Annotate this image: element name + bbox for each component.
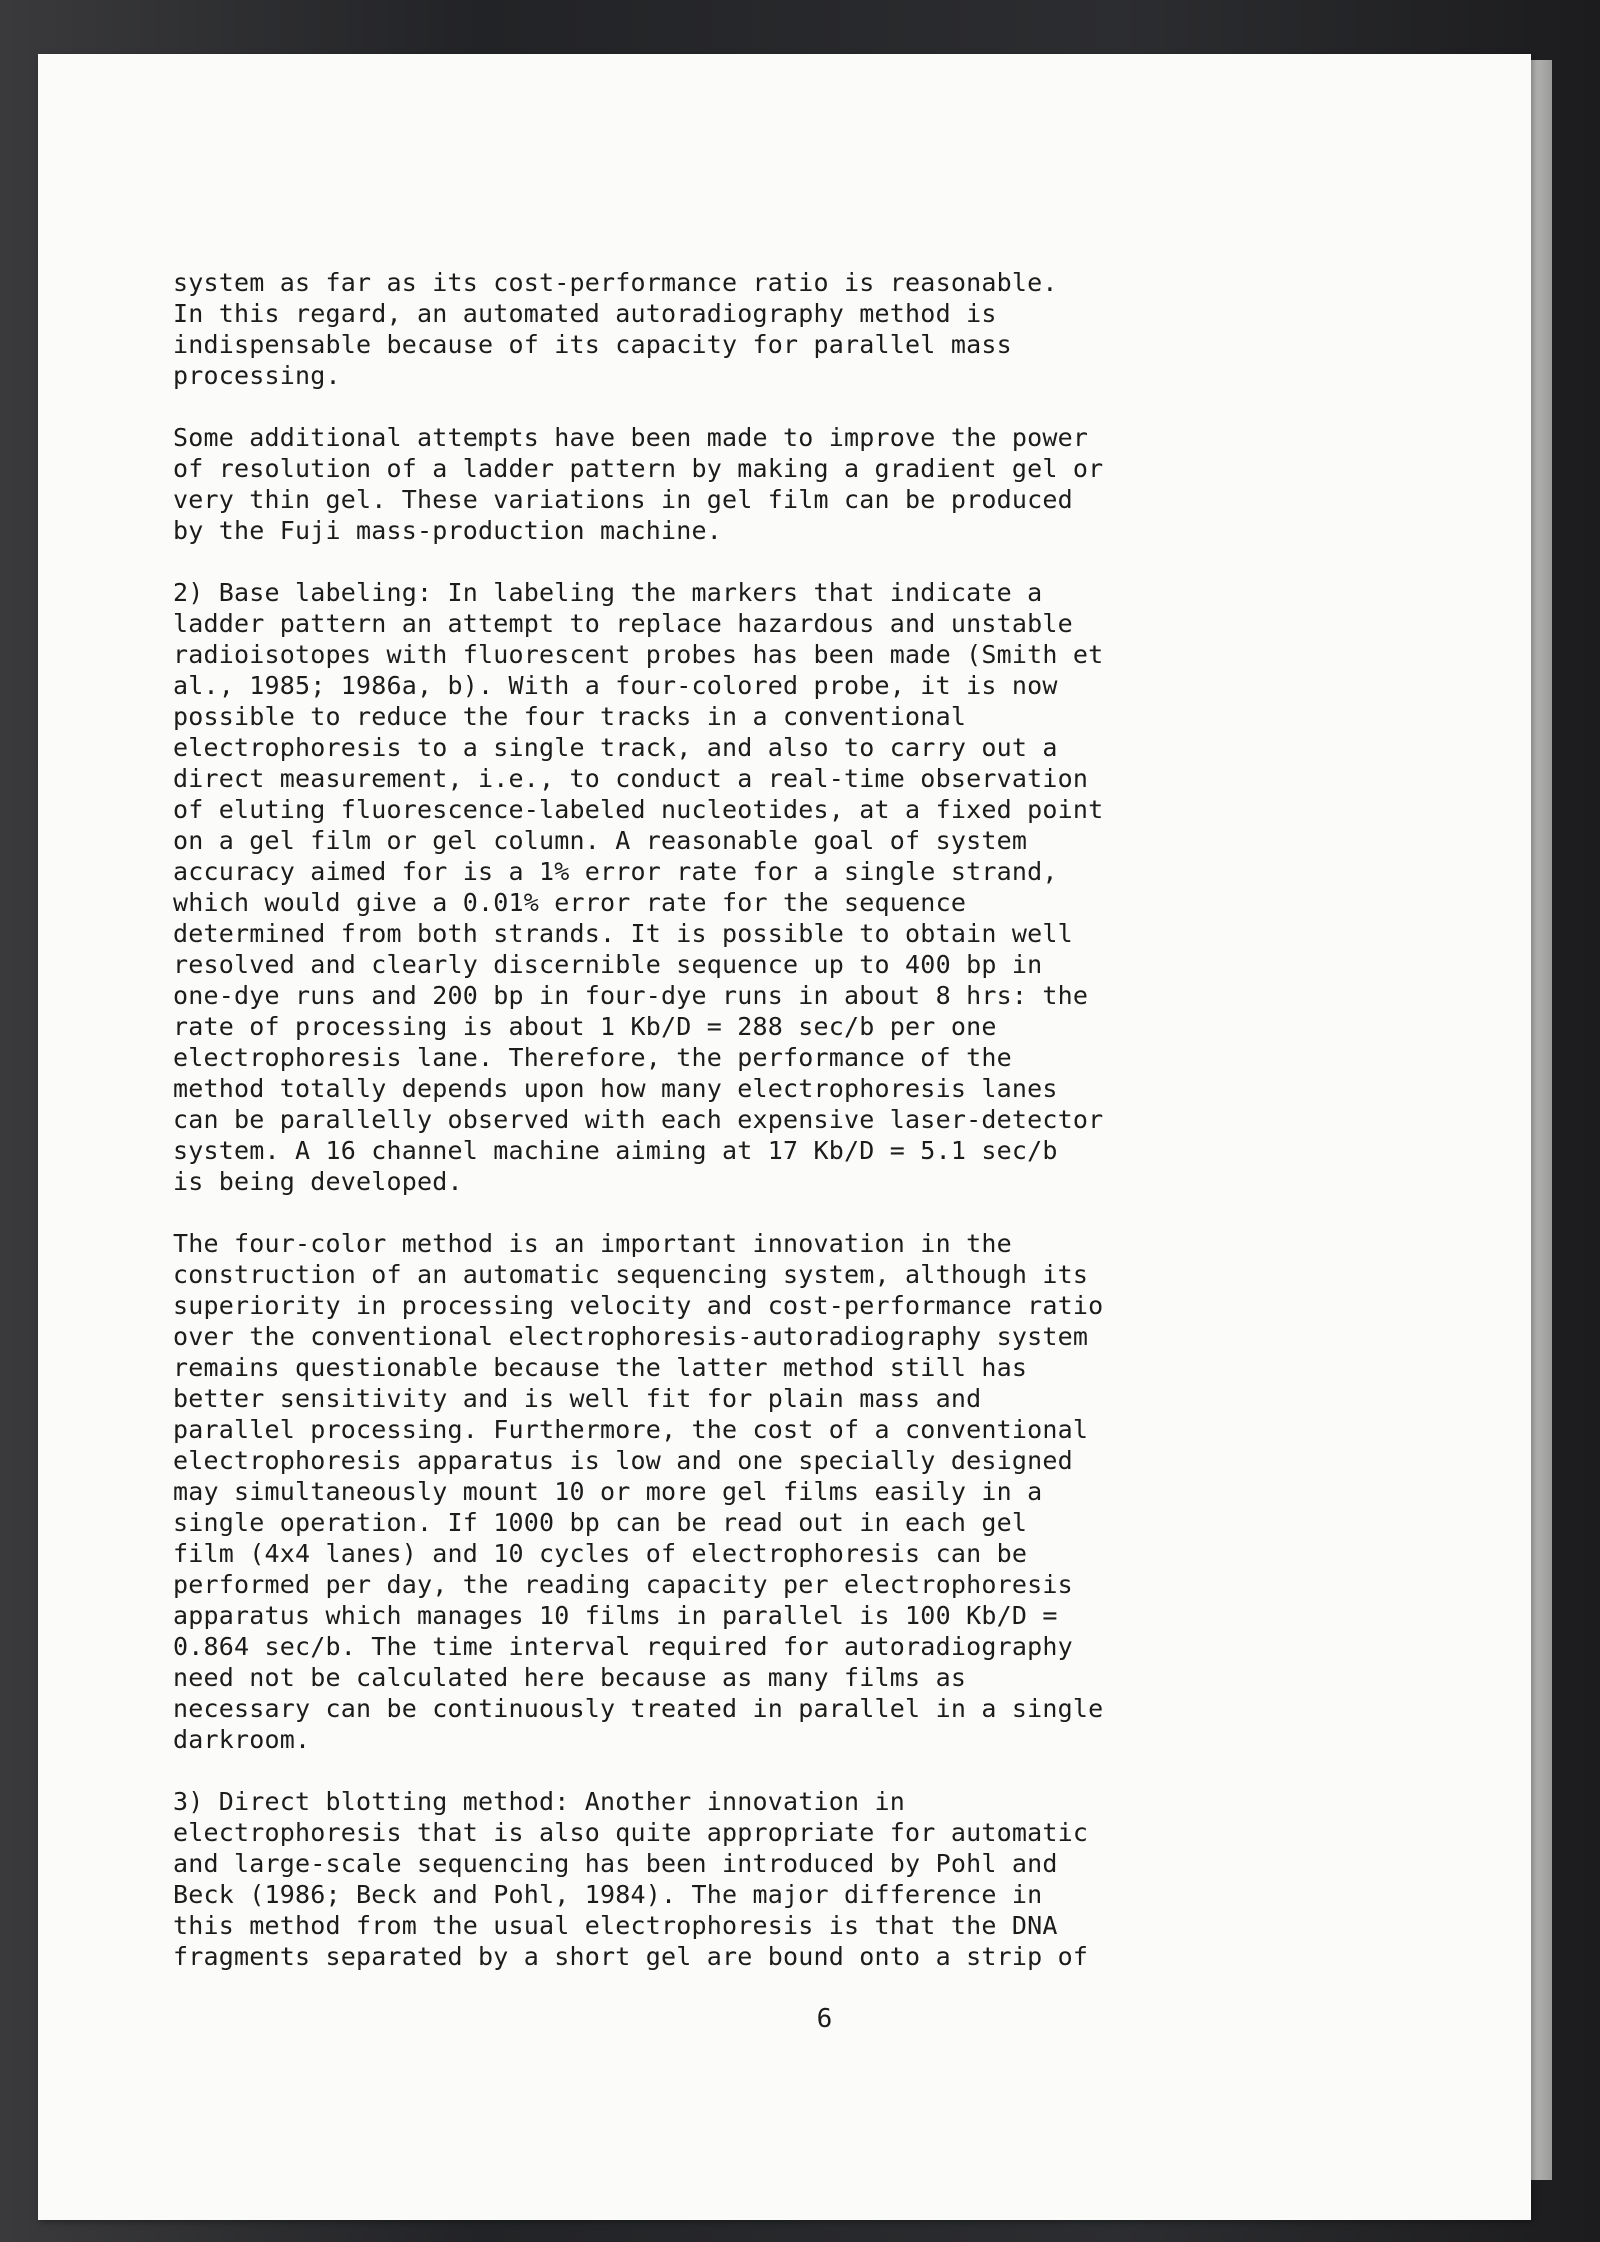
text-line: by the Fuji mass-production machine.: [173, 516, 723, 545]
text-line: may simultaneously mount 10 or more gel films easily in a: [173, 1477, 1043, 1506]
text-line: al., 1985; 1986a, b). With a four-colored probe, it is now: [173, 671, 1058, 700]
text-line: The four-color method is an important innovation in the: [173, 1229, 1012, 1258]
text-line: radioisotopes with fluorescent probes has been made (Smith et: [173, 640, 1104, 669]
text-line: system. A 16 channel machine aiming at 17 Kb/D = 5.1 sec/b: [173, 1136, 1058, 1165]
text-line: necessary can be continuously treated in parallel in a single: [173, 1694, 1104, 1723]
text-line: indispensable because of its capacity for parallel mass: [173, 330, 1012, 359]
text-line: better sensitivity and is well fit for plain mass and: [173, 1384, 982, 1413]
text-line: direct measurement, i.e., to conduct a real-time observation: [173, 764, 1089, 793]
text-line: rate of processing is about 1 Kb/D = 288 sec/b per one: [173, 1012, 997, 1041]
text-line: over the conventional electrophoresis-autoradiography system: [173, 1322, 1089, 1351]
paragraph-four-color-method: [173, 1228, 1383, 1755]
text-line: Some additional attempts have been made to improve the power: [173, 423, 1089, 452]
text-line: apparatus which manages 10 films in parallel is 100 Kb/D =: [173, 1601, 1058, 1630]
text-line: on a gel film or gel column. A reasonable goal of system: [173, 826, 1028, 855]
paragraph-direct-blotting: [173, 1786, 1383, 1972]
body-text: [173, 267, 1383, 2003]
text-line: method totally depends upon how many electrophoresis lanes: [173, 1074, 1058, 1103]
text-line: possible to reduce the four tracks in a conventional: [173, 702, 967, 731]
text-line: and large-scale sequencing has been introduced by Pohl and: [173, 1849, 1058, 1878]
text-line: electrophoresis to a single track, and also to carry out a: [173, 733, 1058, 762]
text-line: this method from the usual electrophoresis is that the DNA: [173, 1911, 1058, 1940]
text-line: performed per day, the reading capacity per electrophoresis: [173, 1570, 1073, 1599]
text-line: which would give a 0.01% error rate for the sequence: [173, 888, 967, 917]
text-line: darkroom.: [173, 1725, 311, 1754]
text-line: processing.: [173, 361, 341, 390]
text-line: electrophoresis lane. Therefore, the performance of the: [173, 1043, 1012, 1072]
paragraph-base-labeling: [173, 577, 1383, 1197]
text-line: one-dye runs and 200 bp in four-dye runs in about 8 hrs: the: [173, 981, 1089, 1010]
text-line: fragments separated by a short gel are bound onto a strip of: [173, 1942, 1089, 1971]
paragraph-resolution: [173, 422, 1383, 546]
text-line: very thin gel. These variations in gel film can be produced: [173, 485, 1073, 514]
text-line: electrophoresis apparatus is low and one specially designed: [173, 1446, 1073, 1475]
document-page: [38, 54, 1531, 2220]
text-line: construction of an automatic sequencing system, although its: [173, 1260, 1089, 1289]
text-line: film (4x4 lanes) and 10 cycles of electrophoresis can be: [173, 1539, 1028, 1568]
text-line: Beck (1986; Beck and Pohl, 1984). The major difference in: [173, 1880, 1043, 1909]
text-line: system as far as its cost-performance ratio is reasonable.: [173, 268, 1058, 297]
text-line: need not be calculated here because as many films as: [173, 1663, 967, 1692]
text-line: is being developed.: [173, 1167, 463, 1196]
text-line: single operation. If 1000 bp can be read out in each gel: [173, 1508, 1028, 1537]
text-line: ladder pattern an attempt to replace hazardous and unstable: [173, 609, 1073, 638]
text-line: 3) Direct blotting method: Another innovation in: [173, 1787, 906, 1816]
text-line: of resolution of a ladder pattern by making a gradient gel or: [173, 454, 1104, 483]
text-line: of eluting fluorescence-labeled nucleotides, at a fixed point: [173, 795, 1104, 824]
text-line: accuracy aimed for is a 1% error rate for a single strand,: [173, 857, 1058, 886]
text-line: parallel processing. Furthermore, the cost of a conventional: [173, 1415, 1089, 1444]
text-line: can be parallelly observed with each expensive laser-detector: [173, 1105, 1104, 1134]
text-line: In this regard, an automated autoradiography method is: [173, 299, 997, 328]
text-line: electrophoresis that is also quite appropriate for automatic: [173, 1818, 1089, 1847]
paragraph-cost-performance: [173, 267, 1383, 391]
page-number: 6: [816, 2004, 833, 2034]
text-line: 0.864 sec/b. The time interval required for autoradiography: [173, 1632, 1073, 1661]
text-line: determined from both strands. It is possible to obtain well: [173, 919, 1073, 948]
text-line: resolved and clearly discernible sequence up to 400 bp in: [173, 950, 1043, 979]
text-line: 2) Base labeling: In labeling the markers that indicate a: [173, 578, 1043, 607]
text-line: remains questionable because the latter method still has: [173, 1353, 1028, 1382]
text-line: superiority in processing velocity and cost-performance ratio: [173, 1291, 1104, 1320]
